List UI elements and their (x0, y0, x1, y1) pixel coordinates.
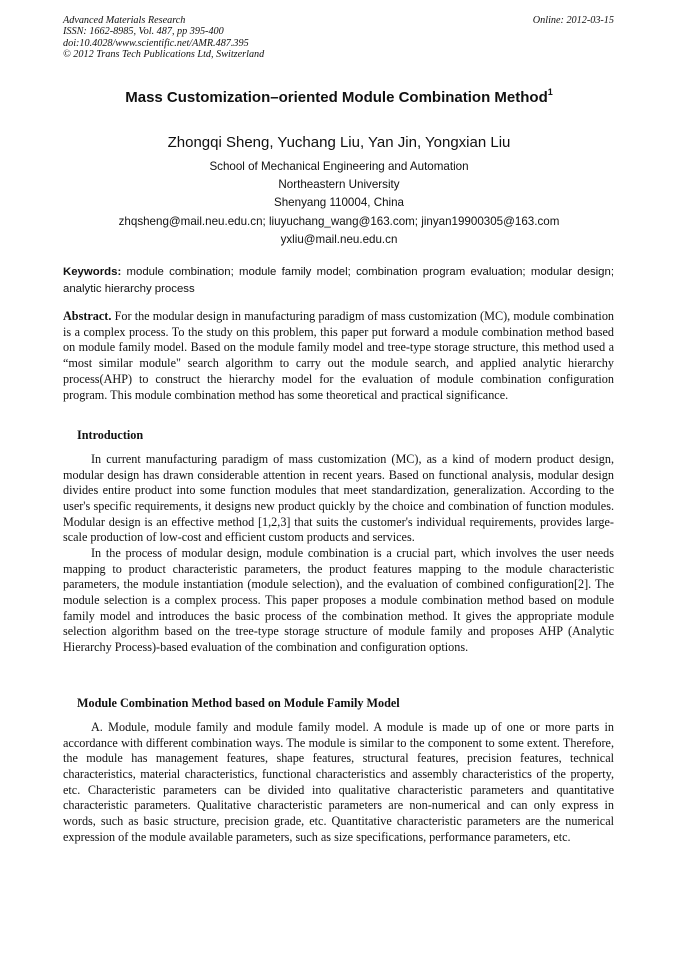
online-date: Online: 2012-03-15 (532, 15, 614, 26)
author-emails: zhqsheng@mail.neu.edu.cn; liuyuchang_wang@163.com; jinyan19900305@163.com (118, 214, 560, 228)
section-heading-introduction: Introduction (77, 428, 144, 442)
paper-title-text: Mass Customization–oriented Module Combination Method (125, 89, 548, 106)
doi-line: doi:10.4028/www.scientific.net/AMR.487.395 (63, 37, 249, 49)
keywords-label: Keywords: (63, 266, 122, 278)
affiliation-university: Northeastern University (278, 178, 400, 192)
introduction-body (63, 452, 614, 656)
issn-line: ISSN: 1662-8985, Vol. 487, pp 395-400 (63, 26, 224, 38)
paper-title (40, 88, 638, 108)
abstract-label: Abstract. (63, 309, 112, 323)
journal-name: Advanced Materials Research (63, 15, 186, 26)
keywords-block (63, 264, 614, 298)
author-emails-cont: yxliu@mail.neu.edu.cn (280, 232, 398, 246)
affiliation-city: Shenyang 110004, China (274, 196, 404, 210)
title-footnote-marker: 1 (547, 87, 553, 97)
journal-metadata (63, 15, 264, 61)
keywords-text: module combination; module family model; combination program evaluation; modular design; analytic hierarchy process (63, 266, 615, 295)
affiliation-school: School of Mechanical Engineering and Automation (209, 160, 469, 173)
paragraph: In the process of modular design, module combination is a crucial part, which involves the user needs mapping to product characteristic parameters, the product features mapping to the module characteristic parameters, the module instantiation (module selection), and the evaluation of combined configuration[2]. The module selection is a complex process. This paper proposes a module combination method based on module family model and introduces the basic process of the combination method. It gives the appropriate module selection algorithm based on the tree-type storage structure of module family and proposes AHP (Analytic Hierarchy Process)-based evaluation of the combination and configuration options. (63, 545, 614, 654)
author-list: Zhongqi Sheng, Yuchang Liu, Yan Jin, Yongxian Liu (167, 134, 511, 151)
abstract-text: For the modular design in manufacturing paradigm of mass customization (MC), module combination is a complex process. To the study on this problem, this paper put forward a module combination method based on module family model. Based on the module family model and tree-type storage structure, this method used a “most similar module" search algorithm to carry out the module search, and applied analytic hierarchy process(AHP) to construct the hierarchy model for the evaluation of module combination configuration program. This module combination method has some theoretical and practical significance. (63, 309, 615, 402)
affiliation-block (40, 158, 638, 249)
paragraph: In current manufacturing paradigm of mass customization (MC), as a kind of modern product design, modular design has drawn considerable attention in recent years. Based on functional analysis, modular design divides entire product into some function modules that meet standardization, generalization. According to the user's specific requirements, it designs new product quickly by the choice and combination of function modules. Modular design is an effective method [1,2,3] that suits the customer's individual requirements, provides large-scale production of low-cost and efficient custom products and services. (63, 452, 614, 545)
abstract-block (63, 309, 614, 403)
copyright-line: © 2012 Trans Tech Publications Ltd, Switzerland (63, 49, 265, 61)
paragraph: A. Module, module family and module family model. A module is made up of one or more parts in accordance with different combination ways. The module is similar to the component to some extent. Therefore, the module has management features, shape features, structural features, precision features, technical characteristics, material characteristics, functional characteristics and assembly characteristics of the property, etc. Characteristic parameters can be divided into qualitative characteristic parameters and quantitative characteristic parameters. Qualitative characteristic parameters are non-numerical and can only express in words, such as basic structure, precision grade, etc. Quantitative characteristic parameters are the numerical expression of the module available parameters, such as size specifications, performance parameters, etc. (63, 720, 614, 844)
module-method-body (63, 720, 614, 845)
section-heading-module-method: Module Combination Method based on Module Family Model (77, 696, 400, 710)
